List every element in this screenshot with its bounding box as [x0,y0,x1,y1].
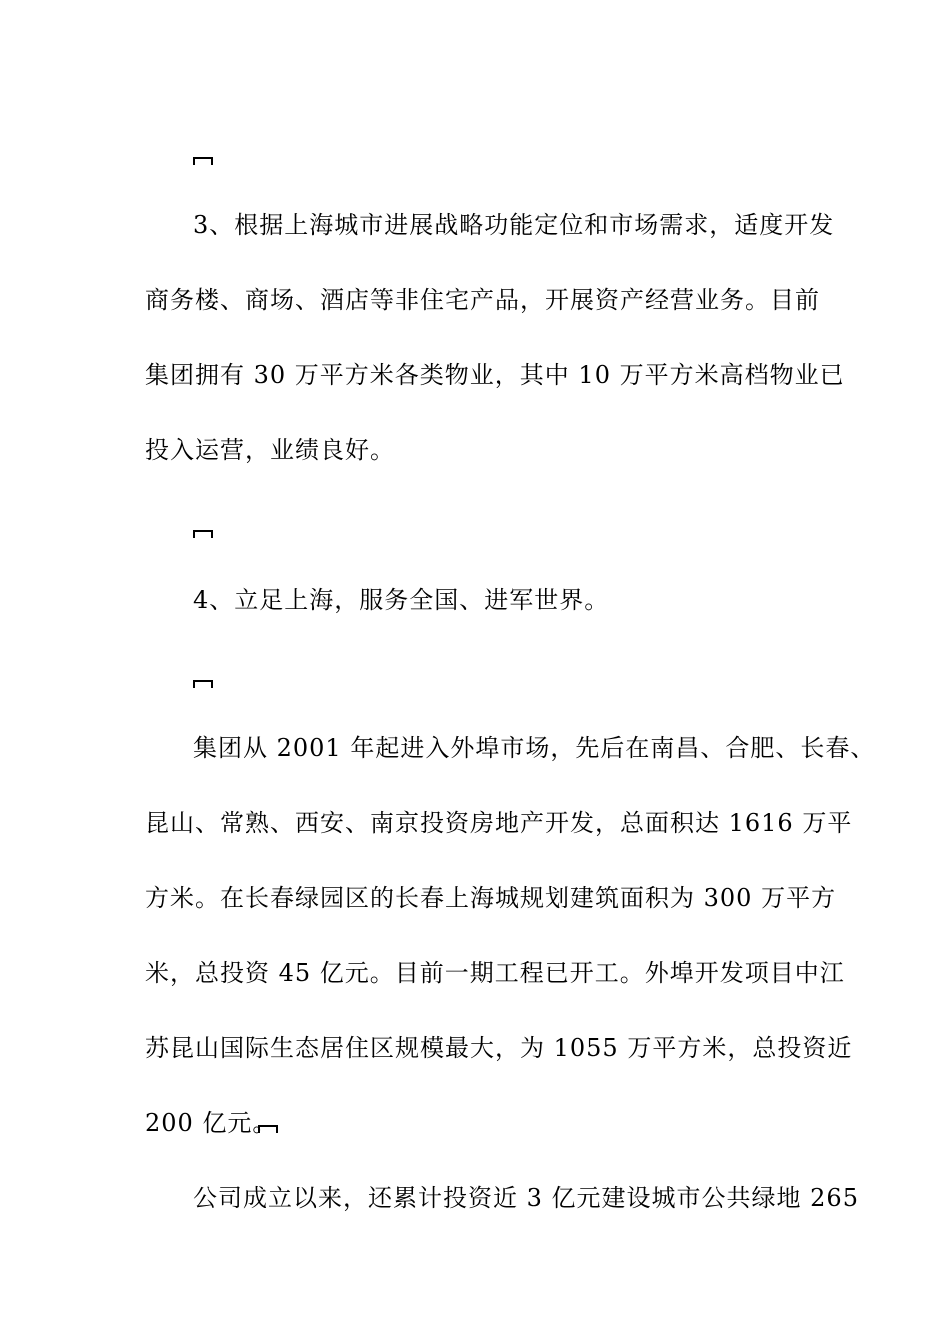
paragraph-5-line-1: 集团从 2001 年起进入外埠市场，先后在南昌、合肥、长春、 [193,734,876,762]
paragraph-mark-icon [193,157,213,165]
paragraph-3-line-4: 投入运营，业绩良好。 [145,436,395,464]
paragraph-5-line-2: 昆山、常熟、西安、南京投资房地产开发，总面积达 1616 万平 [145,809,853,837]
paragraph-5-line-4: 米，总投资 45 亿元。目前一期工程已开工。外埠开发项目中江 [145,959,845,987]
paragraph-mark-icon [193,530,213,538]
paragraph-4-line-1: 4、立足上海，服务全国、进军世界。 [193,586,610,614]
paragraph-3-line-3: 集团拥有 30 万平方米各类物业，其中 10 万平方米高档物业已 [145,361,845,389]
paragraph-5-line-3: 方米。在长春绿园区的长春上海城规划建筑面积为 300 万平方 [145,884,837,912]
paragraph-5-line-6: 200 亿元。 [145,1109,278,1137]
paragraph-6-line-1: 公司成立以来，还累计投资近 3 亿元建设城市公共绿地 265 [193,1184,859,1212]
paragraph-mark-icon [193,680,213,688]
paragraph-3-line-2: 商务楼、商场、酒店等非住宅产品，开展资产经营业务。目前 [145,286,820,314]
paragraph-3-line-1: 3、根据上海城市进展战略功能定位和市场需求，适度开发 [193,211,835,239]
paragraph-5-line-5: 苏昆山国际生态居住区规模最大，为 1055 万平方米，总投资近 [145,1034,853,1062]
paragraph-mark-icon [258,1125,278,1133]
